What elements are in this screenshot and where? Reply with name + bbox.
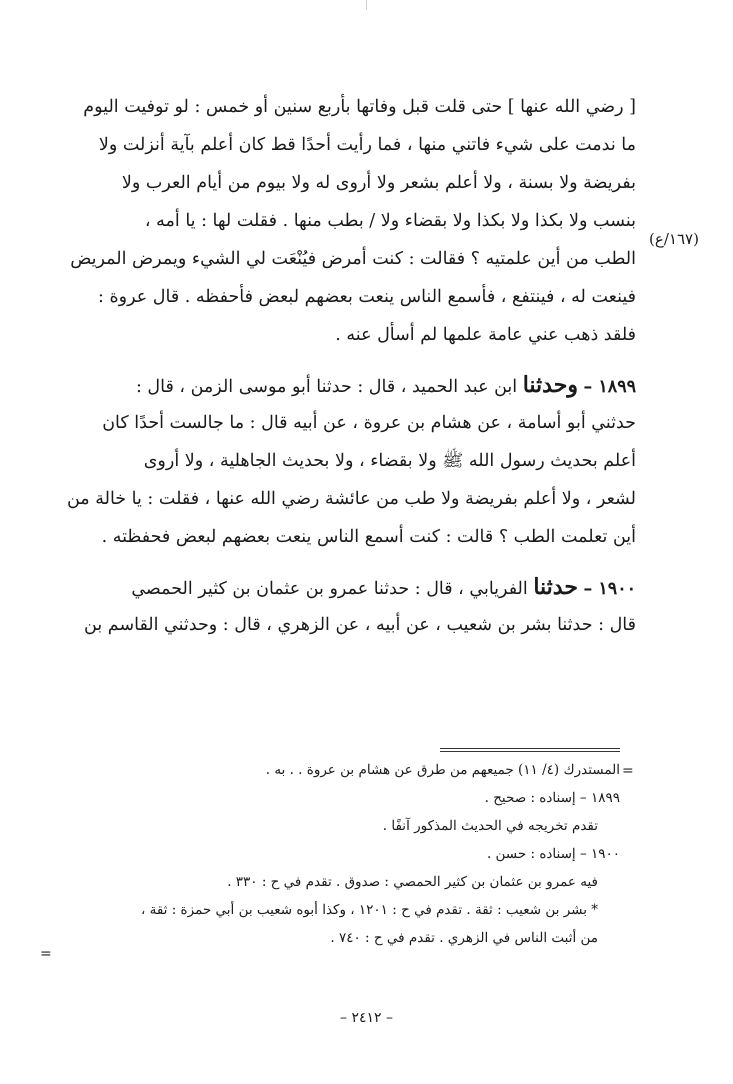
text-line: أين تعلمت الطب ؟ قالت : كنت أسمع الناس ينعت بعضهم لبعض فحفظته . bbox=[101, 527, 636, 547]
hadith-text: ابن عبد الحميد ، قال : حدثنا أبو موسى الزمن ، قال : bbox=[135, 377, 518, 397]
hadith-text: الفريابي ، قال : حدثنا عمرو بن عثمان بن كثير الحمصي bbox=[131, 579, 528, 599]
footnote-line: من أثبت الناس في الزهري . تقدم في ح : ٧٤٠ . bbox=[330, 930, 598, 946]
main-text bbox=[40, 88, 636, 644]
footnote-line: فيه عمرو بن عثمان بن كثير الحمصي : صدوق . تقدم في ح : ٣٣٠ . bbox=[227, 874, 598, 890]
text-line: بفريضة ولا بسنة ، ولا أعلم بشعر ولا أروى له ولا بيوم من أيام العرب ولا bbox=[121, 173, 636, 193]
footnote-separator bbox=[440, 751, 620, 752]
narration-keyword: حدثنا bbox=[533, 574, 578, 600]
text-line: فينعت له ، فينتفع ، فأسمع الناس ينعت بعضهم لبعض فأحفظه . قال عروة : bbox=[98, 287, 636, 307]
continuation-mark: = bbox=[622, 763, 634, 779]
margin-reference: (١٦٧/ع) bbox=[649, 230, 699, 248]
footnote-line: المستدرك (٤/ ١١) جميعهم من طرق عن هشام بن عروة . . به . bbox=[265, 762, 620, 778]
footnote-separator bbox=[440, 748, 620, 749]
footnote-line: * بشر بن شعيب : ثقة . تقدم في ح : ١٢٠١ ، وكذا أبوه شعيب بن أبي حمزة : ثقة ، bbox=[140, 902, 598, 918]
text-line: فلقد ذهب عني عامة علمها لم أسأل عنه . bbox=[335, 325, 636, 345]
page-number: – ٢٤١٢ – bbox=[340, 1010, 393, 1026]
paragraph-gap bbox=[40, 354, 636, 366]
hadith-number: ١٨٩٩ – bbox=[583, 377, 636, 397]
footnote-line: تقدم تخريجه في الحديث المذكور آنفًا . bbox=[382, 818, 598, 834]
text-line: الطب من أين علمتيه ؟ فقالت : كنت أمرض فيُنْعَت لي الشيء ويمرض المريض bbox=[70, 249, 636, 269]
text-line: قال : حدثنا بشر بن شعيب ، عن أبيه ، عن الزهري ، قال : وحدثني القاسم بن bbox=[84, 615, 636, 635]
footnote-line: ١٨٩٩ – إسناده : صحيح . bbox=[484, 790, 620, 806]
continuation-mark: = bbox=[40, 946, 52, 962]
narration-keyword: وحدثنا bbox=[522, 372, 578, 398]
text-line: بنسب ولا بكذا ولا بكذا ولا بقضاء ولا / بطب منها . فقلت لها : يا أمه ، bbox=[144, 211, 636, 231]
footnote-line: ١٩٠٠ – إسناده : حسن . bbox=[486, 846, 620, 862]
hadith-1900-heading bbox=[40, 568, 636, 606]
hadith-1899-heading bbox=[40, 366, 636, 404]
text-line: أعلم بحديث رسول الله ﷺ ولا بقضاء ، ولا بحديث الجاهلية ، ولا أروى bbox=[143, 451, 636, 471]
top-tick-mark bbox=[366, 0, 367, 10]
paragraph-gap bbox=[40, 556, 636, 568]
text-line: ما ندمت على شيء فاتني منها ، فما رأيت أحدًا قط كان أعلم بآية أنزلت ولا bbox=[98, 135, 636, 155]
hadith-number: ١٩٠٠ – bbox=[583, 579, 636, 599]
text-line: [ رضي الله عنها ] حتى قلت قبل وفاتها بأربع سنين أو خمس : لو توفيت اليوم bbox=[83, 97, 636, 117]
text-line: حدثني أبو أسامة ، عن هشام بن عروة ، عن أبيه قال : ما جالست أحدًا كان bbox=[102, 413, 636, 433]
text-line: لشعر ، ولا أعلم بفريضة ولا طب من عائشة رضي الله عنها ، فقلت : يا خالة من bbox=[66, 489, 636, 509]
footnotes bbox=[60, 756, 620, 952]
